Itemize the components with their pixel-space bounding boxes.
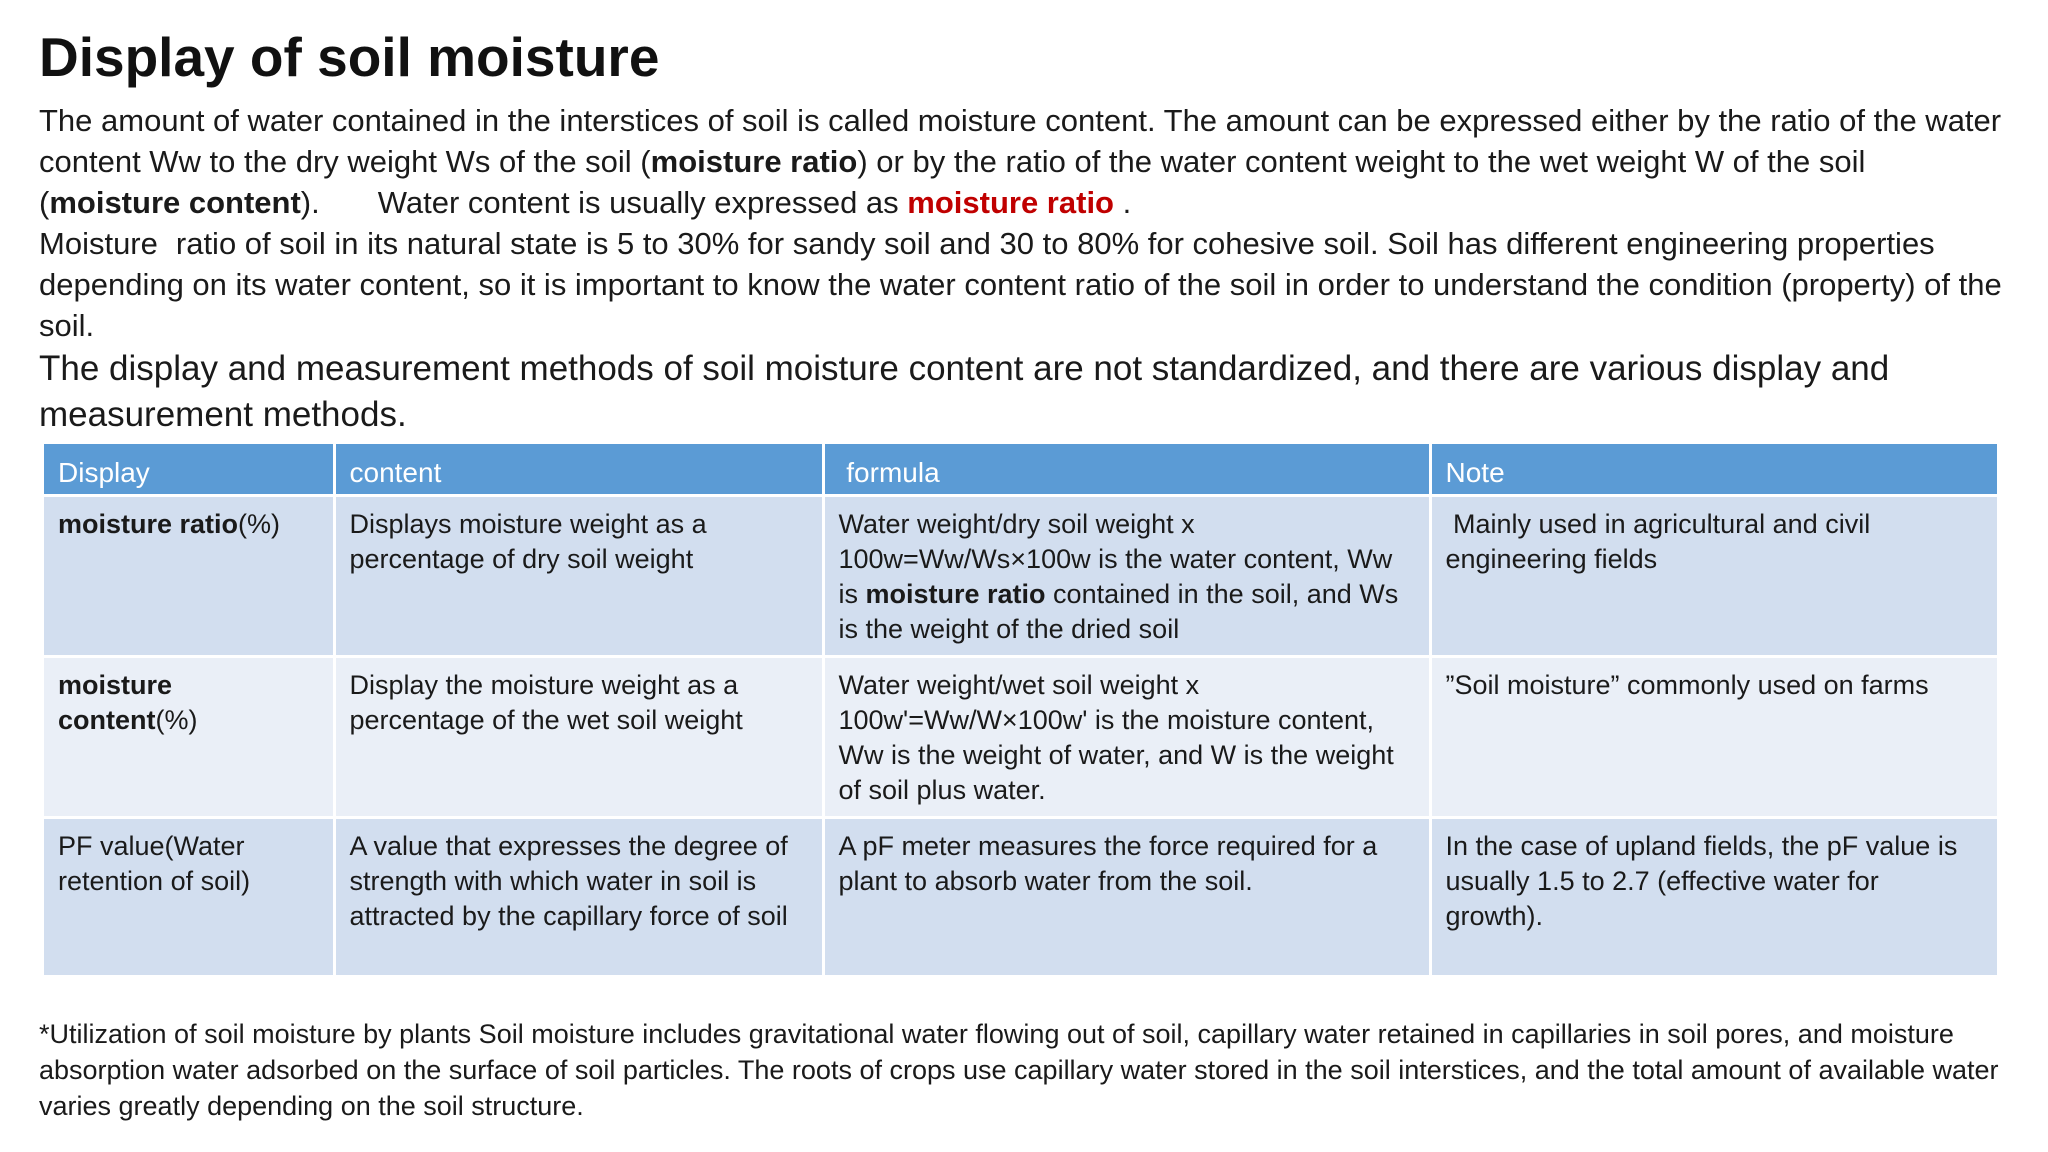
intro-paragraph-1: [39, 100, 2014, 223]
intro-bold-moisture-ratio: moisture ratio: [650, 144, 858, 179]
cell-display: PF value(Water retention of soil): [44, 818, 334, 977]
cell-display: [44, 657, 334, 818]
cell-note: ”Soil moisture” commonly used on farms: [1430, 657, 1997, 818]
intro-highlight-moisture-ratio: moisture ratio: [907, 185, 1114, 220]
formula-bold: moisture ratio: [865, 579, 1046, 609]
intro-paragraphs: [39, 100, 2014, 346]
intro-paragraph-2: [39, 223, 2014, 346]
display-bold: moisture content: [58, 670, 173, 735]
intro-p2-word: Moisture: [39, 226, 158, 261]
table-header-row: [44, 444, 1997, 496]
formula-text-a: Water weight/dry soil weight x 100w=Ww/Ws×100w is the water content, Ww is: [838, 509, 1393, 609]
cell-content: Displays moisture weight as a percentage of dry soil weight: [334, 496, 823, 657]
intro-text-2: ) or by the ratio of the water content weight to the wet weight W of the soil (: [39, 144, 1866, 220]
cell-note: Mainly used in agricultural and civil engineering fields: [1430, 496, 1997, 657]
intro-p2-text: ratio of soil in its natural state is 5 to 30% for sandy soil and 30 to 80% for cohesive soil. Soil has different engineering properties depending on its water content, so it is important to know the water content ratio of the soil in order to understand the condition (property) of the soil.: [39, 226, 2002, 343]
table-row: [44, 818, 1997, 977]
cell-note: In the case of upland fields, the pF value is usually 1.5 to 2.7 (effective water for growth).: [1430, 818, 1997, 977]
cell-content: A value that expresses the degree of strength with which water in soil is attracted by the capillary force of soil: [334, 818, 823, 977]
display-unit: (%): [155, 705, 198, 735]
cell-formula: Water weight/wet soil weight x 100w'=Ww/W×100w' is the moisture content, Ww is the weight of water, and W is the weight of soil plus water.: [823, 657, 1430, 818]
table-row: [44, 496, 1997, 657]
cell-display: [44, 496, 334, 657]
formula-text-b: contained in the soil, and Ws is the weight of the dried soil: [838, 579, 1406, 644]
intro-text-3: ).: [300, 185, 320, 220]
moisture-table: [44, 444, 1997, 978]
intro-text-4: Water content is usually expressed as: [377, 185, 908, 220]
header-content: content: [334, 444, 823, 496]
intro-bold-moisture-content: moisture content: [49, 185, 301, 220]
cell-formula: [823, 496, 1430, 657]
footnote-text: *Utilization of soil moisture by plants Soil moisture includes gravitational water flowing out of soil, capillary water retained in capillaries in soil pores, and moisture absorption water adsorbed on the surface of soil particles. The roots of crops use capillary water stored in the soil interstices, and the total amount of available water varies greatly depending on the soil structure.: [39, 1019, 1999, 1121]
header-display: Display: [44, 444, 334, 496]
intro-text-5: .: [1122, 185, 1132, 220]
cell-content: Display the moisture weight as a percentage of the wet soil weight: [334, 657, 823, 818]
lead-text: The display and measurement methods of soil moisture content are not standardized, and there are various display and measurement methods.: [39, 349, 1890, 434]
intro-text-1: The amount of water contained in the interstices of soil is called moisture content. The amount can be expressed either by the ratio of the water content Ww to the dry weight Ws of the soil (: [39, 103, 2002, 179]
lead-paragraph: [39, 346, 2014, 438]
page-title: Display of soil moisture: [39, 26, 660, 88]
table-row: [44, 657, 1997, 818]
cell-formula: A pF meter measures the force required for a plant to absorb water from the soil.: [823, 818, 1430, 977]
display-unit: (%): [238, 509, 281, 539]
header-note: Note: [1430, 444, 1997, 496]
header-formula: formula: [823, 444, 1430, 496]
footnote: [39, 1016, 2014, 1124]
display-bold: moisture ratio: [58, 509, 239, 539]
